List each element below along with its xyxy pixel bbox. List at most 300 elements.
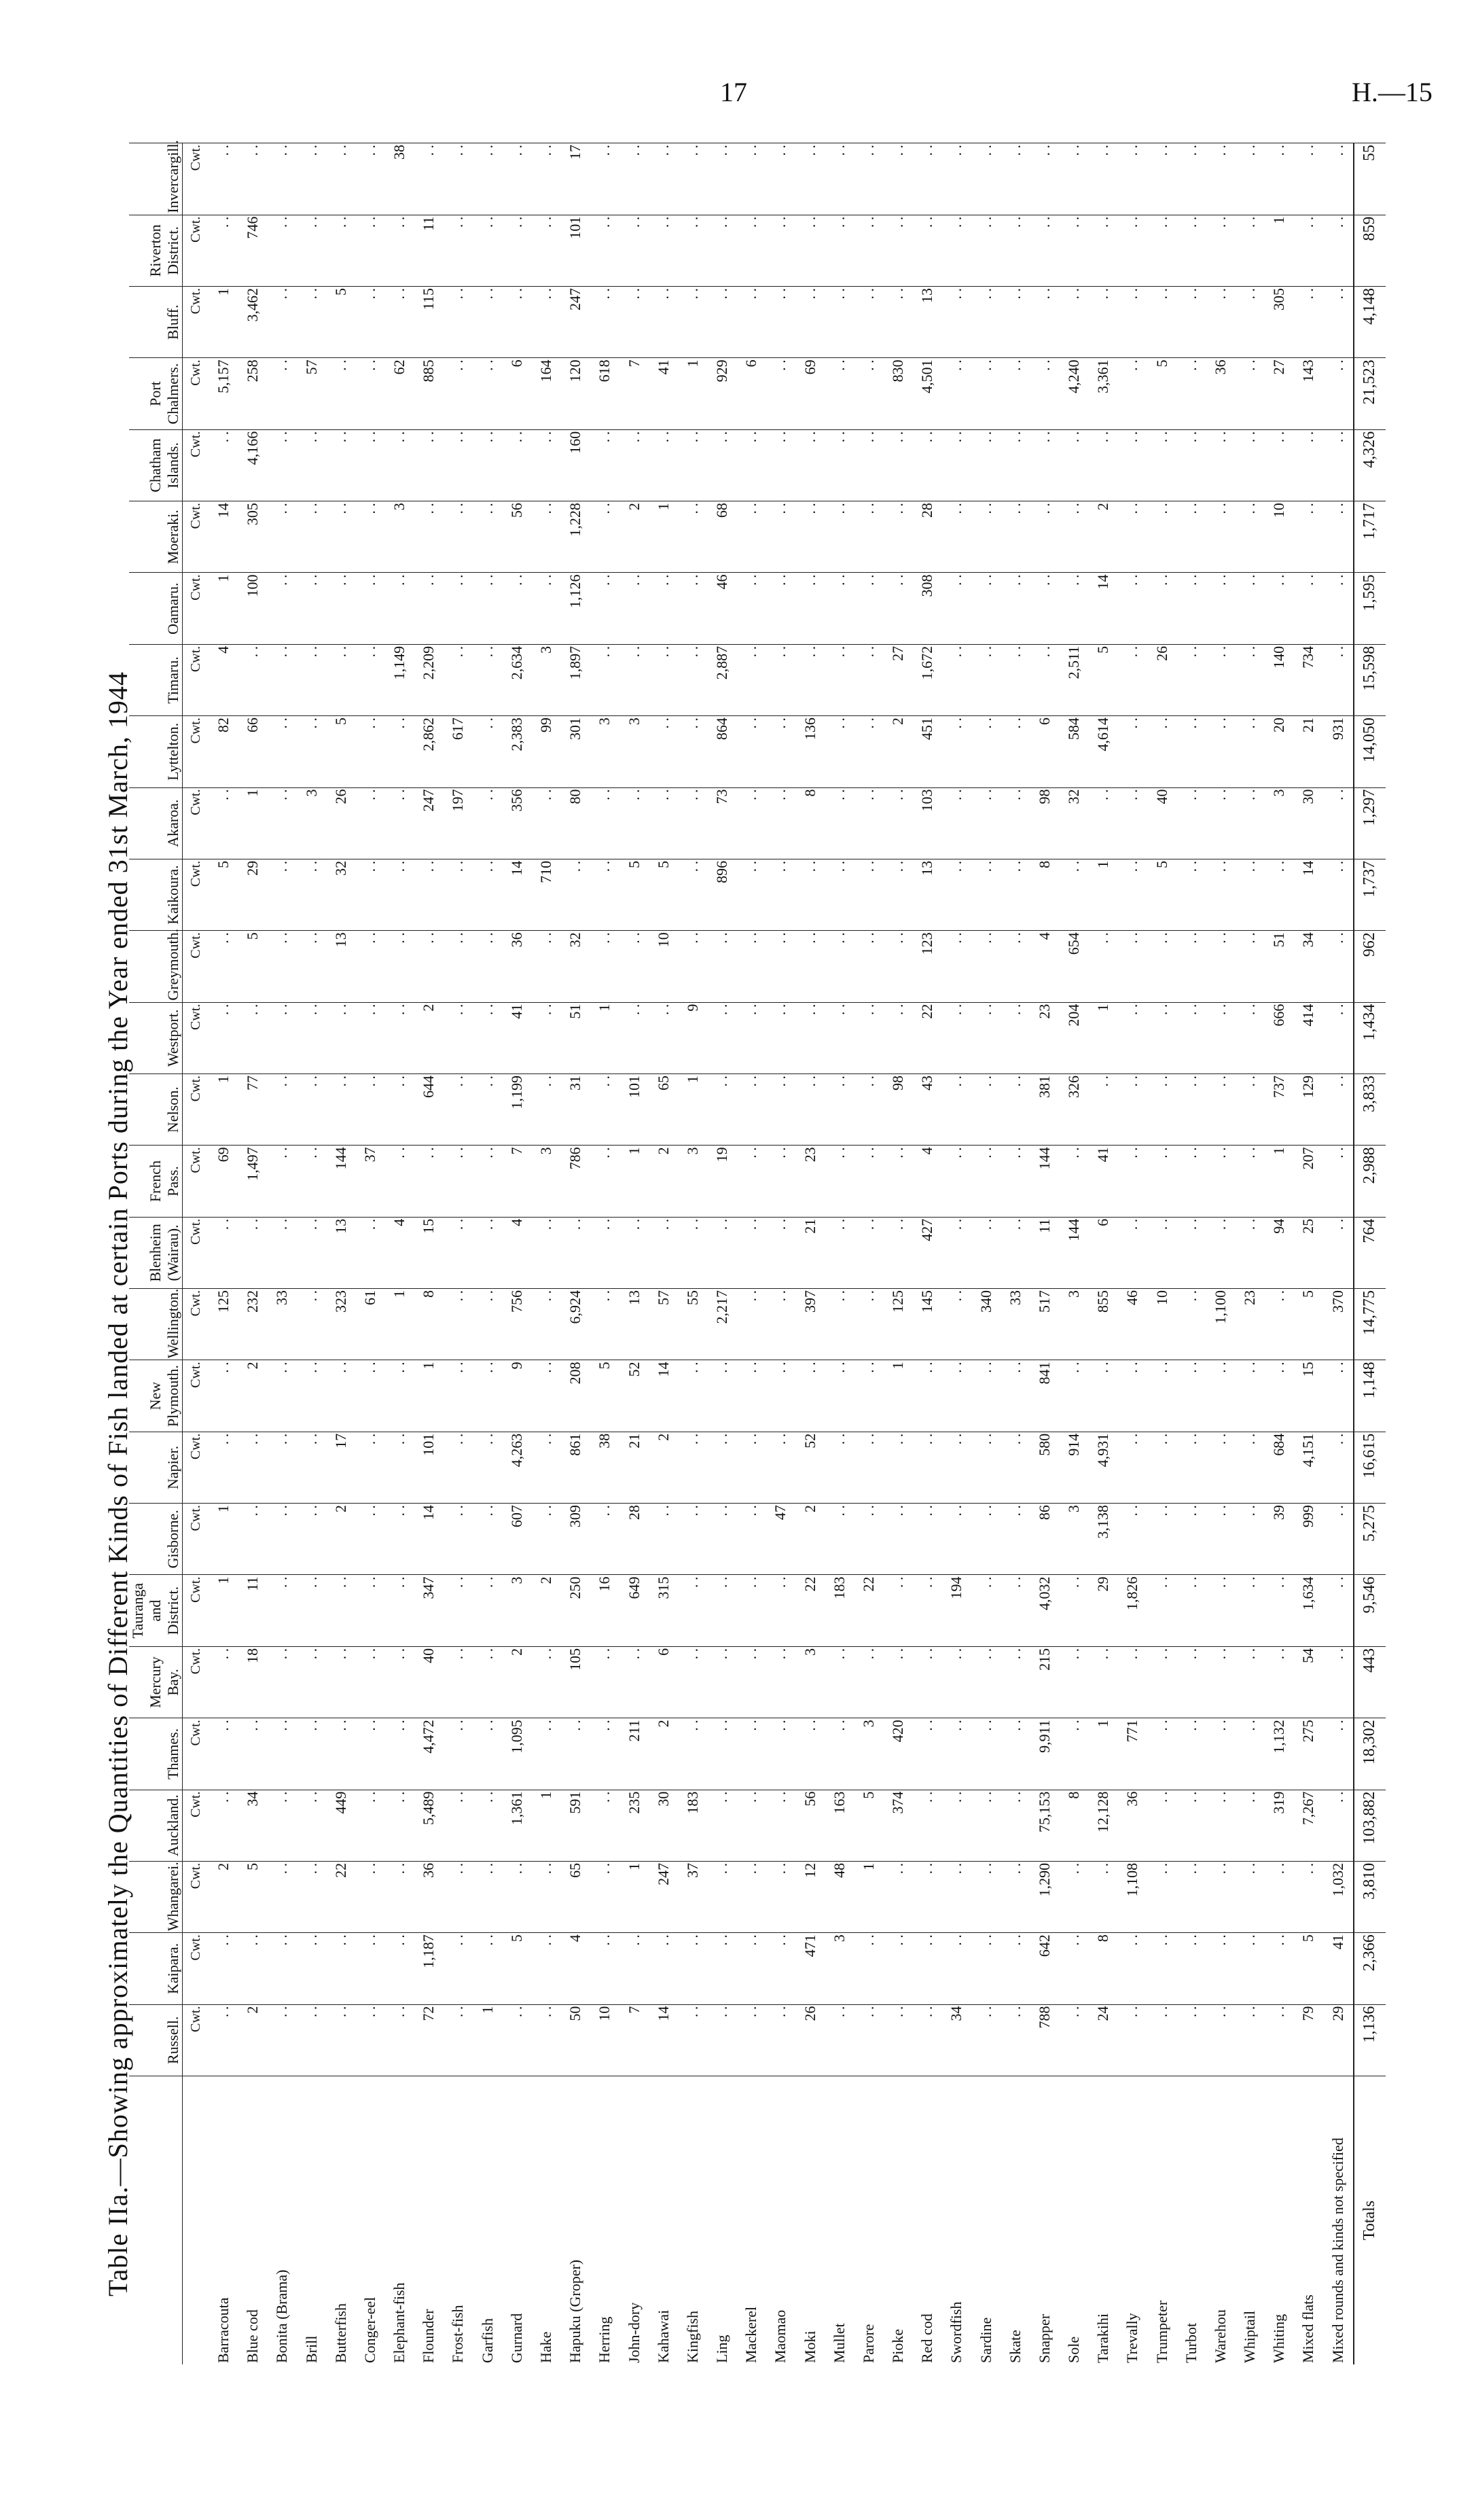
quantity-cell: . .	[1176, 1289, 1206, 1360]
table-row	[854, 143, 883, 2365]
quantity-cell: . .	[1176, 859, 1206, 930]
quantity-cell: . .	[883, 429, 912, 501]
quantity-cell: 5	[1147, 859, 1176, 930]
quantity-cell: 591	[561, 1790, 590, 1861]
quantity-cell: . .	[444, 573, 473, 644]
port-header: Kaikoura.	[129, 859, 183, 930]
quantity-cell: 2	[238, 1360, 268, 1432]
quantity-cell: 2,862	[414, 716, 444, 787]
quantity-cell: . .	[825, 1504, 854, 1575]
quantity-cell: . .	[268, 2004, 297, 2076]
table-row	[971, 143, 1001, 2365]
quantity-cell: 4,240	[1060, 358, 1089, 429]
quantity-cell: 3,361	[1089, 358, 1118, 429]
quantity-cell: . .	[1206, 1504, 1235, 1575]
quantity-cell: 2,634	[502, 644, 531, 715]
quantity-cell: . .	[326, 1575, 355, 1646]
quantity-cell: 27	[1265, 358, 1294, 429]
quantity-cell: . .	[766, 1861, 795, 1932]
quantity-cell: . .	[561, 1718, 590, 1790]
quantity-cell: 326	[1060, 1073, 1089, 1145]
quantity-cell: . .	[444, 1289, 473, 1360]
quantity-cell: . .	[326, 358, 355, 429]
quantity-cell: . .	[268, 573, 297, 644]
quantity-cell: 105	[561, 1646, 590, 1718]
quantity-cell: . .	[883, 787, 912, 859]
quantity-cell: . .	[971, 1861, 1001, 1932]
quantity-cell: . .	[1147, 716, 1176, 787]
quantity-cell: 4	[209, 644, 238, 715]
quantity-cell: . .	[913, 1861, 942, 1932]
quantity-cell: 710	[531, 859, 560, 930]
total-cell: 1,717	[1354, 501, 1386, 573]
quantity-cell: 861	[561, 1432, 590, 1503]
quantity-cell: . .	[297, 143, 326, 215]
totals-label: Totals	[1354, 2076, 1386, 2365]
quantity-cell: . .	[268, 1217, 297, 1288]
quantity-cell: . .	[971, 787, 1001, 859]
quantity-cell: . .	[971, 1432, 1001, 1503]
quantity-cell: . .	[1294, 501, 1323, 573]
quantity-cell: 1,672	[913, 644, 942, 715]
quantity-cell: . .	[942, 1718, 971, 1790]
quantity-cell: . .	[1118, 1146, 1147, 1217]
quantity-cell: . .	[619, 1646, 649, 1718]
table-row	[678, 143, 707, 2365]
quantity-cell: 2,383	[502, 716, 531, 787]
quantity-cell: . .	[825, 1360, 854, 1432]
quantity-cell: 103	[913, 787, 942, 859]
quantity-cell: 98	[1030, 787, 1059, 859]
quantity-cell: . .	[766, 1002, 795, 1073]
quantity-cell: . .	[1118, 143, 1147, 215]
unit-cell: Cwt.	[183, 1002, 209, 1073]
quantity-cell: . .	[355, 716, 384, 787]
quantity-cell: . .	[355, 1646, 384, 1718]
quantity-cell: . .	[590, 287, 619, 358]
quantity-cell: . .	[737, 1933, 766, 2004]
port-header: Westport.	[129, 1002, 183, 1073]
quantity-cell: . .	[913, 1360, 942, 1432]
quantity-cell: . .	[1206, 931, 1235, 1002]
quantity-cell: 5	[619, 859, 649, 930]
quantity-cell: . .	[883, 1002, 912, 1073]
fish-name: Kingfish	[678, 2076, 707, 2365]
quantity-cell: . .	[854, 215, 883, 286]
quantity-cell: . .	[414, 501, 444, 573]
fish-name: Tarakihi	[1089, 2076, 1118, 2365]
table-row	[1206, 143, 1235, 2365]
quantity-cell: . .	[737, 644, 766, 715]
quantity-cell: . .	[795, 573, 825, 644]
quantity-cell: 451	[913, 716, 942, 787]
unit-cell: Cwt.	[183, 1861, 209, 1932]
quantity-cell: . .	[1118, 215, 1147, 286]
quantity-cell: 4	[385, 1217, 414, 1288]
quantity-cell: . .	[795, 215, 825, 286]
quantity-cell: . .	[473, 1861, 502, 1932]
quantity-cell: . .	[766, 1360, 795, 1432]
quantity-cell: . .	[590, 644, 619, 715]
quantity-cell: 80	[561, 787, 590, 859]
quantity-cell: 2,887	[707, 644, 736, 715]
quantity-cell: . .	[825, 1073, 854, 1145]
quantity-cell: 4,614	[1089, 716, 1118, 787]
quantity-cell: . .	[971, 859, 1001, 930]
quantity-cell: 9	[678, 1002, 707, 1073]
port-header: French Pass.	[129, 1146, 183, 1217]
quantity-cell: 48	[825, 1861, 854, 1932]
quantity-cell: . .	[502, 1861, 531, 1932]
quantity-cell: . .	[355, 143, 384, 215]
quantity-cell: . .	[678, 1504, 707, 1575]
quantity-cell: 197	[444, 787, 473, 859]
fish-name: Barracouta	[209, 2076, 238, 2365]
quantity-cell: . .	[766, 1432, 795, 1503]
quantity-cell: . .	[678, 287, 707, 358]
quantity-cell: . .	[1236, 1002, 1265, 1073]
quantity-cell: . .	[531, 1073, 560, 1145]
quantity-cell: . .	[355, 429, 384, 501]
quantity-cell: 8	[1030, 859, 1059, 930]
unit-cell: Cwt.	[183, 1933, 209, 2004]
total-cell: 4,148	[1354, 287, 1386, 358]
quantity-cell: . .	[825, 1646, 854, 1718]
quantity-cell: 34	[238, 1790, 268, 1861]
quantity-cell: . .	[854, 859, 883, 930]
quantity-cell: . .	[854, 358, 883, 429]
unit-cell: Cwt.	[183, 859, 209, 930]
quantity-cell: . .	[1294, 1861, 1323, 1932]
quantity-cell: . .	[355, 573, 384, 644]
quantity-cell: . .	[1089, 787, 1118, 859]
quantity-cell: 41	[1323, 1933, 1354, 2004]
quantity-cell: . .	[297, 1646, 326, 1718]
quantity-cell: 11	[238, 1575, 268, 1646]
quantity-cell: 8	[1089, 1933, 1118, 2004]
quantity-cell: 1,497	[238, 1146, 268, 1217]
quantity-cell: 15	[414, 1217, 444, 1288]
quantity-cell: 1	[1089, 1718, 1118, 1790]
quantity-cell: 16	[590, 1575, 619, 1646]
quantity-cell: 43	[913, 1073, 942, 1145]
quantity-cell: 12,128	[1089, 1790, 1118, 1861]
quantity-cell: . .	[268, 1790, 297, 1861]
table-row	[590, 143, 619, 2365]
quantity-cell: . .	[1060, 859, 1089, 930]
quantity-cell: . .	[473, 1217, 502, 1288]
quantity-cell: 33	[268, 1289, 297, 1360]
quantity-cell: . .	[1265, 1933, 1294, 2004]
quantity-cell: . .	[619, 573, 649, 644]
quantity-cell: 2	[883, 716, 912, 787]
quantity-cell: 247	[649, 1861, 678, 1932]
quantity-cell: 644	[414, 1073, 444, 1145]
quantity-cell: . .	[385, 1146, 414, 1217]
quantity-cell: . .	[737, 501, 766, 573]
quantity-cell: . .	[1206, 1718, 1235, 1790]
quantity-cell: . .	[678, 1432, 707, 1503]
quantity-cell: . .	[854, 1217, 883, 1288]
quantity-cell: 29	[1089, 1575, 1118, 1646]
quantity-cell: 25	[1294, 1217, 1323, 1288]
quantity-cell: . .	[238, 1718, 268, 1790]
quantity-cell: 5	[326, 716, 355, 787]
quantity-cell: 1	[1089, 859, 1118, 930]
quantity-cell: . .	[883, 215, 912, 286]
quantity-cell: . .	[1060, 143, 1089, 215]
quantity-cell: 3,138	[1089, 1504, 1118, 1575]
quantity-cell: . .	[473, 716, 502, 787]
quantity-cell: 1	[531, 1790, 560, 1861]
quantity-cell: . .	[795, 859, 825, 930]
quantity-cell: . .	[209, 2004, 238, 2076]
quantity-cell: . .	[883, 1646, 912, 1718]
total-cell: 21,523	[1354, 358, 1386, 429]
quantity-cell: . .	[444, 287, 473, 358]
quantity-cell: . .	[238, 1432, 268, 1503]
quantity-cell: 4	[913, 1146, 942, 1217]
quantity-cell: . .	[854, 931, 883, 1002]
quantity-cell: 14	[1294, 859, 1323, 930]
quantity-cell: . .	[326, 1360, 355, 1432]
document-reference: H.—15	[1352, 77, 1433, 107]
quantity-cell: 101	[619, 1073, 649, 1145]
quantity-cell: . .	[590, 143, 619, 215]
quantity-cell: . .	[707, 1790, 736, 1861]
quantity-cell: . .	[1206, 1146, 1235, 1217]
unit-cell: Cwt.	[183, 1504, 209, 1575]
quantity-cell: . .	[268, 1575, 297, 1646]
unit-cell: Cwt.	[183, 1217, 209, 1288]
quantity-cell: . .	[385, 1718, 414, 1790]
quantity-cell: 232	[238, 1289, 268, 1360]
quantity-cell: 315	[649, 1575, 678, 1646]
quantity-cell: . .	[326, 573, 355, 644]
quantity-cell: . .	[678, 215, 707, 286]
quantity-cell: . .	[590, 573, 619, 644]
quantity-cell: . .	[444, 1073, 473, 1145]
quantity-cell: 5	[1089, 644, 1118, 715]
quantity-cell: . .	[385, 716, 414, 787]
quantity-cell: . .	[1001, 429, 1030, 501]
quantity-cell: . .	[414, 931, 444, 1002]
fish-name: Hake	[531, 2076, 560, 2365]
table-row	[766, 143, 795, 2365]
quantity-cell: . .	[355, 1718, 384, 1790]
quantity-cell: . .	[766, 1646, 795, 1718]
quantity-cell: 17	[561, 143, 590, 215]
quantity-cell: . .	[209, 1432, 238, 1503]
quantity-cell: 1	[1265, 215, 1294, 286]
total-cell: 16,615	[1354, 1432, 1386, 1503]
quantity-cell: 420	[883, 1718, 912, 1790]
quantity-cell: . .	[1236, 859, 1265, 930]
quantity-cell: . .	[883, 931, 912, 1002]
quantity-cell: . .	[1030, 143, 1059, 215]
quantity-cell: . .	[1176, 1217, 1206, 1288]
quantity-cell: 6	[1030, 716, 1059, 787]
quantity-cell: . .	[531, 429, 560, 501]
quantity-cell: . .	[649, 716, 678, 787]
quantity-cell: 397	[795, 1289, 825, 1360]
quantity-cell: 73	[707, 787, 736, 859]
quantity-cell: . .	[590, 501, 619, 573]
port-header: Mercury Bay.	[129, 1646, 183, 1718]
quantity-cell: . .	[355, 1217, 384, 1288]
quantity-cell: . .	[971, 1718, 1001, 1790]
quantity-cell: . .	[297, 501, 326, 573]
quantity-cell: . .	[707, 143, 736, 215]
quantity-cell: 5,157	[209, 358, 238, 429]
quantity-cell: . .	[1147, 1575, 1176, 1646]
quantity-cell: . .	[385, 429, 414, 501]
quantity-cell: . .	[1147, 1504, 1176, 1575]
quantity-cell: . .	[444, 1861, 473, 1932]
quantity-cell: . .	[1236, 287, 1265, 358]
quantity-cell: 1,826	[1118, 1575, 1147, 1646]
quantity-cell: . .	[1147, 1861, 1176, 1932]
quantity-cell: . .	[766, 644, 795, 715]
quantity-cell: 788	[1030, 2004, 1059, 2076]
quantity-cell: . .	[854, 1146, 883, 1217]
quantity-cell: . .	[854, 1504, 883, 1575]
quantity-cell: 305	[1265, 287, 1294, 358]
quantity-cell: . .	[678, 429, 707, 501]
fish-name: Mullet	[825, 2076, 854, 2365]
quantity-cell: . .	[1118, 287, 1147, 358]
quantity-cell: . .	[1323, 1432, 1354, 1503]
quantity-cell: . .	[414, 573, 444, 644]
quantity-cell: . .	[444, 859, 473, 930]
quantity-cell: . .	[1323, 1146, 1354, 1217]
quantity-cell: . .	[355, 358, 384, 429]
quantity-cell: . .	[795, 931, 825, 1002]
quantity-cell: . .	[297, 429, 326, 501]
quantity-cell: . .	[766, 1289, 795, 1360]
quantity-cell: . .	[766, 1790, 795, 1861]
quantity-cell: . .	[707, 931, 736, 1002]
quantity-cell: . .	[590, 1217, 619, 1288]
quantity-cell: 36	[414, 1861, 444, 1932]
quantity-cell: . .	[825, 358, 854, 429]
quantity-cell: . .	[942, 787, 971, 859]
quantity-cell: . .	[355, 1432, 384, 1503]
quantity-cell: . .	[1060, 1360, 1089, 1432]
quantity-cell: . .	[707, 1432, 736, 1503]
quantity-cell: 323	[326, 1289, 355, 1360]
quantity-cell: . .	[854, 429, 883, 501]
quantity-cell: . .	[531, 1718, 560, 1790]
quantity-cell: . .	[1176, 1646, 1206, 1718]
quantity-cell: . .	[1001, 644, 1030, 715]
quantity-cell: . .	[737, 2004, 766, 2076]
quantity-cell: 746	[238, 215, 268, 286]
quantity-cell: . .	[1118, 1217, 1147, 1288]
quantity-cell: . .	[825, 1217, 854, 1288]
quantity-cell: 18	[238, 1646, 268, 1718]
quantity-cell: 1,149	[385, 644, 414, 715]
quantity-cell: . .	[1001, 1432, 1030, 1503]
quantity-cell: . .	[590, 429, 619, 501]
quantity-cell: . .	[385, 931, 414, 1002]
quantity-cell: . .	[737, 1790, 766, 1861]
quantity-cell: 14	[414, 1504, 444, 1575]
quantity-cell: 517	[1030, 1289, 1059, 1360]
quantity-cell: 13	[326, 931, 355, 1002]
port-header: Greymouth.	[129, 931, 183, 1002]
quantity-cell: 427	[913, 1217, 942, 1288]
port-header: Blenheim (Wairau).	[129, 1217, 183, 1288]
quantity-cell: . .	[1147, 1002, 1176, 1073]
quantity-cell: 3	[590, 716, 619, 787]
quantity-cell: . .	[883, 287, 912, 358]
quantity-cell: . .	[414, 1146, 444, 1217]
quantity-cell: 194	[942, 1575, 971, 1646]
quantity-cell: . .	[854, 143, 883, 215]
quantity-cell: 21	[795, 1217, 825, 1288]
quantity-cell: 1,126	[561, 573, 590, 644]
quantity-cell: . .	[473, 1933, 502, 2004]
stub-header	[129, 2076, 183, 2365]
quantity-cell: . .	[1118, 1933, 1147, 2004]
quantity-cell: 4,166	[238, 429, 268, 501]
quantity-cell: . .	[502, 215, 531, 286]
quantity-cell: . .	[590, 1289, 619, 1360]
quantity-cell: . .	[473, 1146, 502, 1217]
quantity-cell: . .	[707, 2004, 736, 2076]
quantity-cell: . .	[268, 143, 297, 215]
quantity-cell: 144	[1030, 1146, 1059, 1217]
total-cell: 1,136	[1354, 2004, 1386, 2076]
quantity-cell: . .	[1001, 143, 1030, 215]
table-row	[883, 143, 912, 2365]
quantity-cell: . .	[473, 1360, 502, 1432]
quantity-cell: . .	[326, 215, 355, 286]
quantity-cell: . .	[913, 1646, 942, 1718]
port-header: Riverton District.	[129, 215, 183, 286]
quantity-cell: . .	[209, 1718, 238, 1790]
quantity-cell: 101	[414, 1432, 444, 1503]
quantity-cell: . .	[561, 1217, 590, 1288]
quantity-cell: 258	[238, 358, 268, 429]
quantity-cell: 1,108	[1118, 1861, 1147, 1932]
quantity-cell: . .	[209, 787, 238, 859]
quantity-cell: . .	[1323, 1718, 1354, 1790]
quantity-cell: 3	[854, 1718, 883, 1790]
quantity-cell: . .	[825, 1146, 854, 1217]
quantity-cell: 56	[795, 1790, 825, 1861]
quantity-cell: 79	[1294, 2004, 1323, 2076]
quantity-cell: 3	[1060, 1504, 1089, 1575]
quantity-cell: 30	[1294, 787, 1323, 859]
quantity-cell: . .	[531, 1504, 560, 1575]
fish-name: Flounder	[414, 2076, 444, 2365]
quantity-cell: . .	[854, 716, 883, 787]
quantity-cell: . .	[1294, 573, 1323, 644]
quantity-cell: . .	[268, 215, 297, 286]
quantity-cell: . .	[268, 1646, 297, 1718]
quantity-cell: . .	[1118, 573, 1147, 644]
quantity-cell: . .	[473, 143, 502, 215]
port-header: Nelson.	[129, 1073, 183, 1145]
quantity-cell: . .	[1089, 1360, 1118, 1432]
quantity-cell: . .	[531, 1933, 560, 2004]
quantity-cell: 618	[590, 358, 619, 429]
quantity-cell: . .	[209, 1002, 238, 1073]
quantity-cell: 374	[883, 1790, 912, 1861]
quantity-cell: 1	[414, 1360, 444, 1432]
